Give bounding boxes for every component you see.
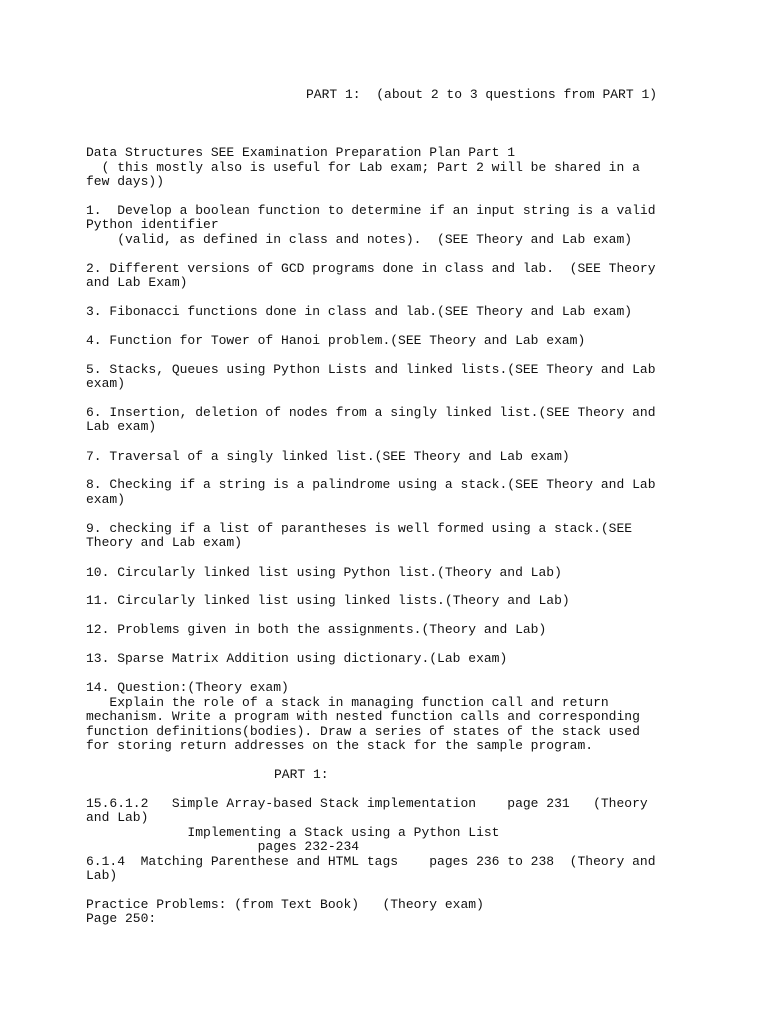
section-line: Lab) [86,868,118,883]
list-item: 4. Function for Tower of Hanoi problem.(SEE Theory and Lab exam) [86,332,586,348]
list-item: 1. Develop a boolean function to determine if an input string is a valid [86,202,656,218]
list-item: 13. Sparse Matrix Addition using dictionary.(Lab exam) [86,651,508,666]
part-header: PART 1: (about 2 to 3 questions from PART 1) [306,87,658,102]
part-heading: PART 1: [274,766,329,782]
intro-line: ( this mostly also is useful for Lab exam; Part 2 will be shared in a [86,159,640,175]
practice-line: Page 250: [86,911,157,926]
list-item: mechanism. Write a program with nested function calls and corresponding [86,709,640,724]
list-item: 2. Different versions of GCD programs done in class and lab. (SEE Theory [86,260,656,276]
document-title: Data Structures SEE Examination Preparation Plan Part 1 [86,145,516,160]
list-item: for storing return addresses on the stack for the sample program. [86,738,594,753]
list-item: 7. Traversal of a singly linked list.(SEE Theory and Lab exam) [86,448,570,464]
list-item: (valid, as defined in class and notes). (SEE Theory and Lab exam) [86,231,633,247]
list-item: 9. checking if a list of parantheses is well formed using a stack.(SEE [86,520,633,536]
list-item: 11. Circularly linked list using linked lists.(Theory and Lab) [86,593,570,608]
list-item: 3. Fibonacci functions done in class and lab.(SEE Theory and Lab exam) [86,303,633,319]
practice-line: Practice Problems: (from Text Book) (Theory exam) [86,896,484,912]
list-item: Lab exam) [86,419,157,434]
list-item: exam) [86,376,126,391]
list-item: Theory and Lab exam) [86,535,243,550]
list-item: 6. Insertion, deletion of nodes from a singly linked list.(SEE Theory and [86,404,656,420]
list-item: 14. Question:(Theory exam) [86,680,289,695]
list-item: Python identifier [86,217,219,232]
section-line: pages 232-234 [86,839,360,854]
list-item: and Lab Exam) [86,275,188,290]
intro-line: few days)) [86,174,165,189]
list-item: Explain the role of a stack in managing function call and return [86,694,609,710]
section-line: 15.6.1.2 Simple Array-based Stack implementation page 231 (Theory [86,795,648,811]
list-item: 5. Stacks, Queues using Python Lists and linked lists.(SEE Theory and Lab [86,361,656,377]
section-line: 6.1.4 Matching Parenthese and HTML tags pages 236 to 238 (Theory and [86,853,656,869]
list-item: exam) [86,491,126,507]
list-item: function definitions(bodies). Draw a series of states of the stack used [86,723,640,739]
list-item: 12. Problems given in both the assignments.(Theory and Lab) [86,622,547,637]
list-item: 10. Circularly linked list using Python list.(Theory and Lab) [86,564,562,580]
section-line: and Lab) [86,810,149,825]
section-line: Implementing a Stack using a Python List [86,824,500,840]
list-item: 8. Checking if a string is a palindrome using a stack.(SEE Theory and Lab [86,477,656,492]
